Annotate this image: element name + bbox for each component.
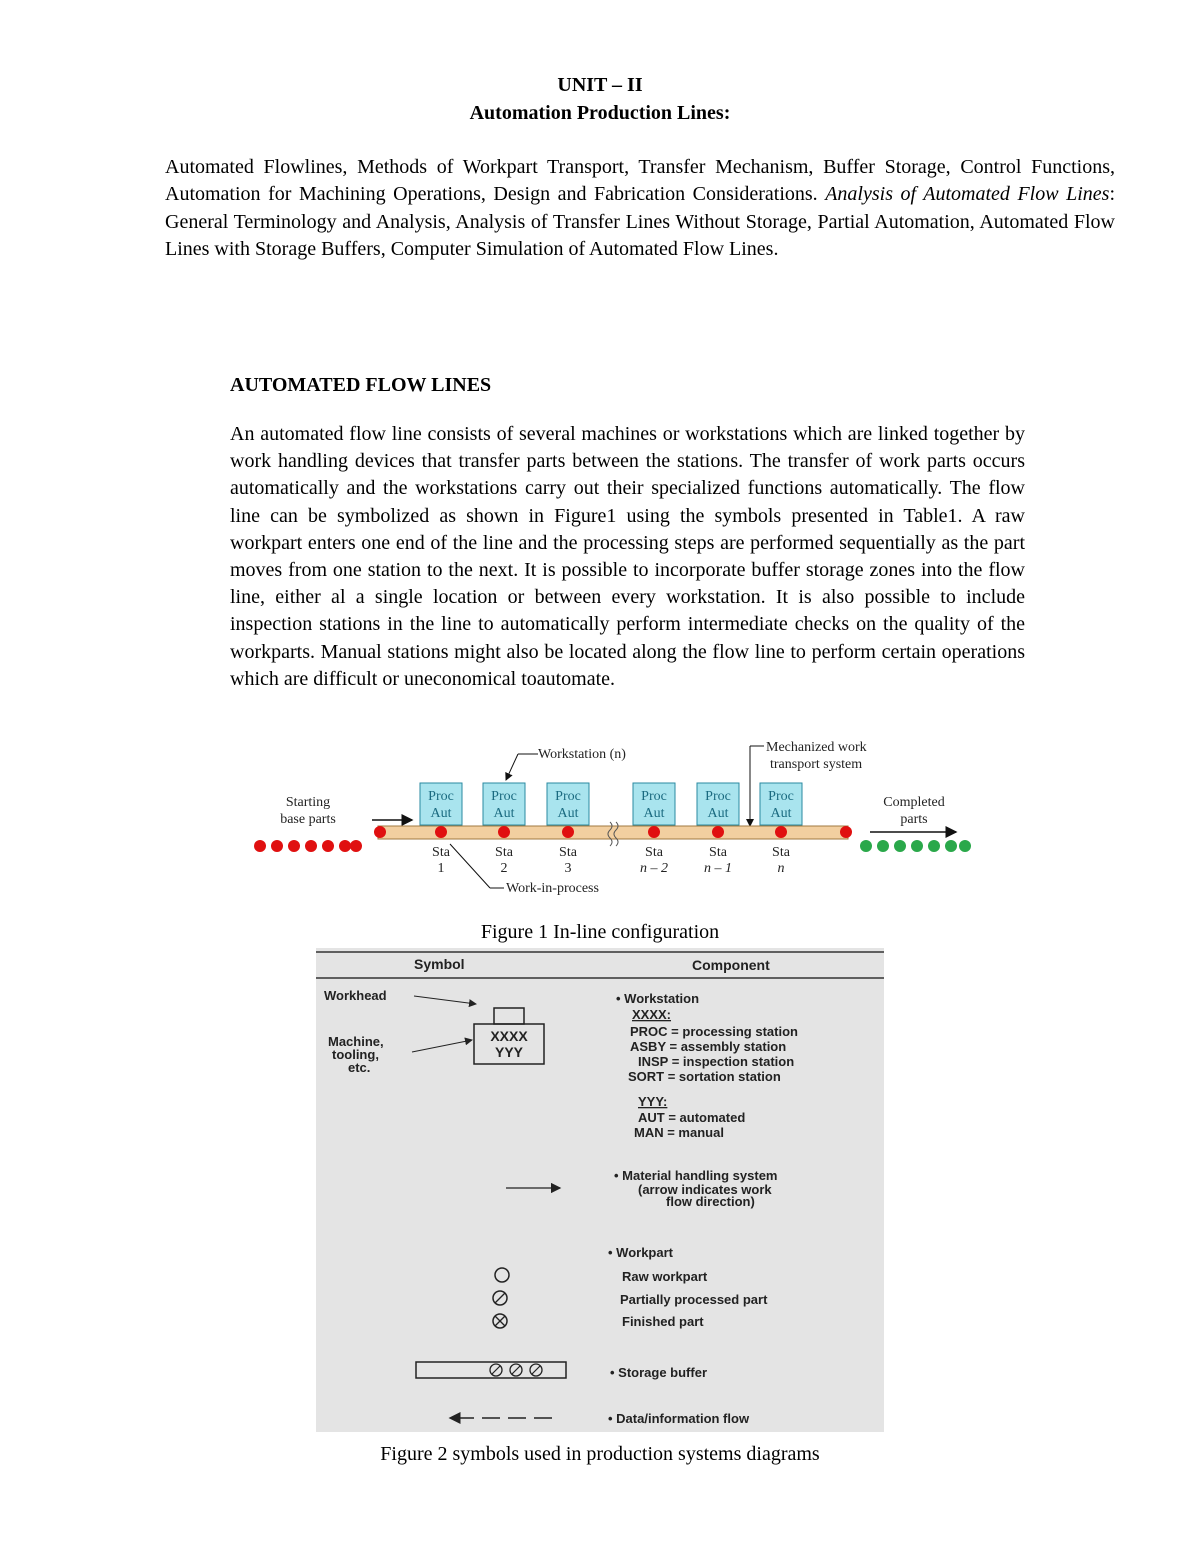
item-workstation: • Workstation (616, 991, 700, 1006)
wip-dot (374, 826, 386, 838)
label-workstation: Workstation (n) (538, 747, 626, 762)
box-label: Aut (430, 806, 452, 821)
station-box-3 (547, 783, 589, 825)
starting-part (322, 840, 334, 852)
syllabus-text-2: : General Terminology and Analysis, Analysis of Transfer Lines Without Storage, Partial Automation, Automated Flow Lines with Storage Buffers, Computer Simulation of Automated Flow Lines. (165, 183, 1115, 260)
label-completed-1: Completed (883, 795, 945, 810)
station-label: Sta (645, 845, 663, 860)
wip-dot (562, 826, 574, 838)
syllabus-text-1: Automated Flowlines, Methods of Workpart Transport, Transfer Mechanism, Buffer Storage, Control Functions, Automation for Machining Operations, Design and Fabrication Considerations. (165, 156, 1115, 206)
item-sort: SORT = sortation station (628, 1069, 781, 1084)
item-dataflow: • Data/information flow (608, 1411, 750, 1426)
wip-dot (435, 826, 447, 838)
station-label: Sta (495, 845, 513, 860)
box-label: Aut (557, 806, 579, 821)
item-xxxx: XXXX: (632, 1007, 672, 1022)
figure-1-caption: Figure 1 In-line configuration (480, 921, 720, 943)
station-box-4 (633, 783, 675, 825)
box-label: Aut (643, 806, 665, 821)
item-mh-1: • Material handling system (614, 1168, 778, 1183)
item-insp: INSP = inspection station (638, 1054, 795, 1069)
station-number: n – 2 (640, 861, 668, 876)
box-label: Aut (770, 806, 792, 821)
box-label: Proc (491, 789, 517, 804)
label-starting-1: Starting (285, 795, 331, 810)
station-box-2 (483, 783, 525, 825)
item-proc: PROC = processing station (630, 1024, 798, 1039)
box-yyy: YYY (494, 1044, 524, 1060)
wip-dot (648, 826, 660, 838)
item-man: MAN = manual (634, 1125, 724, 1140)
completed-part (860, 840, 872, 852)
box-label: Proc (705, 789, 731, 804)
label-workhead: Workhead (324, 988, 387, 1003)
box-label: Proc (641, 789, 667, 804)
figure-2-symbol-table (316, 948, 884, 1432)
syllabus-paragraph (165, 154, 1115, 263)
wip-dot (498, 826, 510, 838)
unit-subtitle: Automation Production Lines: (469, 102, 731, 124)
syllabus-italic: Analysis of Automated Flow Lines (825, 183, 1110, 206)
label-machine-1: Machine, (328, 1034, 384, 1049)
station-box-5 (697, 783, 739, 825)
item-finished: Finished part (622, 1314, 704, 1329)
col-component: Component (692, 957, 770, 973)
figure-1-diagram (240, 736, 980, 906)
raw-part-icon (495, 1268, 509, 1282)
item-partial: Partially processed part (620, 1292, 768, 1307)
label-machine-3: etc. (348, 1060, 371, 1075)
station-box-6 (760, 783, 802, 825)
station-number: 3 (564, 861, 572, 876)
item-mh-3: flow direction) (666, 1194, 755, 1209)
figure-2-caption: Figure 2 symbols used in production systems diagrams (380, 1443, 820, 1465)
item-yyy: YYY: (638, 1094, 668, 1109)
completed-part (959, 840, 971, 852)
box-label: Proc (555, 789, 581, 804)
wip-dot (840, 826, 852, 838)
section-heading: AUTOMATED FLOW LINES (230, 374, 492, 396)
wip-dot (712, 826, 724, 838)
body-paragraph: An automated flow line consists of several machines or workstations which are linked together by work handling devices that transfer parts between the stations. The transfer of work parts occurs automatically and the workstations carry out their specialized functions automatically. The flow line can be symbolized as shown in Figure1 using the symbols presented in Table1. A raw workpart enters one end of the line and the processing steps are performed sequentially as the part moves from one station to the next. It is possible to incorporate buffer storage zones into the flow line, either al a single location or between every workstation. It is also possible to include inspection stations in the line to automatically perform intermediate checks on the quality of the workparts. Manual stations might also be located along the flow line to perform certain operations which are difficult or uneconomical toautomate. (230, 423, 1025, 690)
completed-part (928, 840, 940, 852)
wip-dot (775, 826, 787, 838)
station-label: Sta (559, 845, 577, 860)
starting-part (254, 840, 266, 852)
item-workpart: • Workpart (608, 1245, 673, 1260)
label-machine-2: tooling, (332, 1047, 379, 1062)
box-label: Proc (768, 789, 794, 804)
label-mech-2: transport system (770, 757, 863, 772)
label-mech-1: Mechanized work (766, 740, 867, 755)
label-completed-2: parts (900, 812, 928, 827)
starting-part (339, 840, 351, 852)
box-label: Proc (428, 789, 454, 804)
unit-title: UNIT – II (557, 74, 643, 96)
box-xxxx: XXXX (490, 1028, 528, 1044)
station-label: Sta (432, 845, 450, 860)
station-label: Sta (709, 845, 727, 860)
box-label: Aut (707, 806, 729, 821)
item-storage: • Storage buffer (610, 1365, 708, 1380)
label-wip: Work-in-process (506, 881, 599, 896)
station-number: n (777, 861, 785, 876)
completed-part (894, 840, 906, 852)
station-label: Sta (772, 845, 790, 860)
item-raw: Raw workpart (622, 1269, 708, 1284)
starting-part (288, 840, 300, 852)
completed-part (911, 840, 923, 852)
starting-part (271, 840, 283, 852)
completed-part (877, 840, 889, 852)
station-number: n – 1 (704, 861, 732, 876)
station-number: 1 (437, 861, 445, 876)
starting-part (350, 840, 362, 852)
workhead-symbol (494, 1008, 524, 1024)
item-aut: AUT = automated (638, 1110, 746, 1125)
station-number: 2 (500, 861, 508, 876)
item-mh-2: (arrow indicates work (638, 1182, 772, 1197)
box-label: Aut (493, 806, 515, 821)
starting-part (305, 840, 317, 852)
col-symbol: Symbol (414, 956, 465, 972)
completed-part (945, 840, 957, 852)
item-asby: ASBY = assembly station (630, 1039, 787, 1054)
station-box-1 (420, 783, 462, 825)
label-starting-2: base parts (280, 812, 336, 827)
storage-buffer-icon (416, 1362, 566, 1378)
